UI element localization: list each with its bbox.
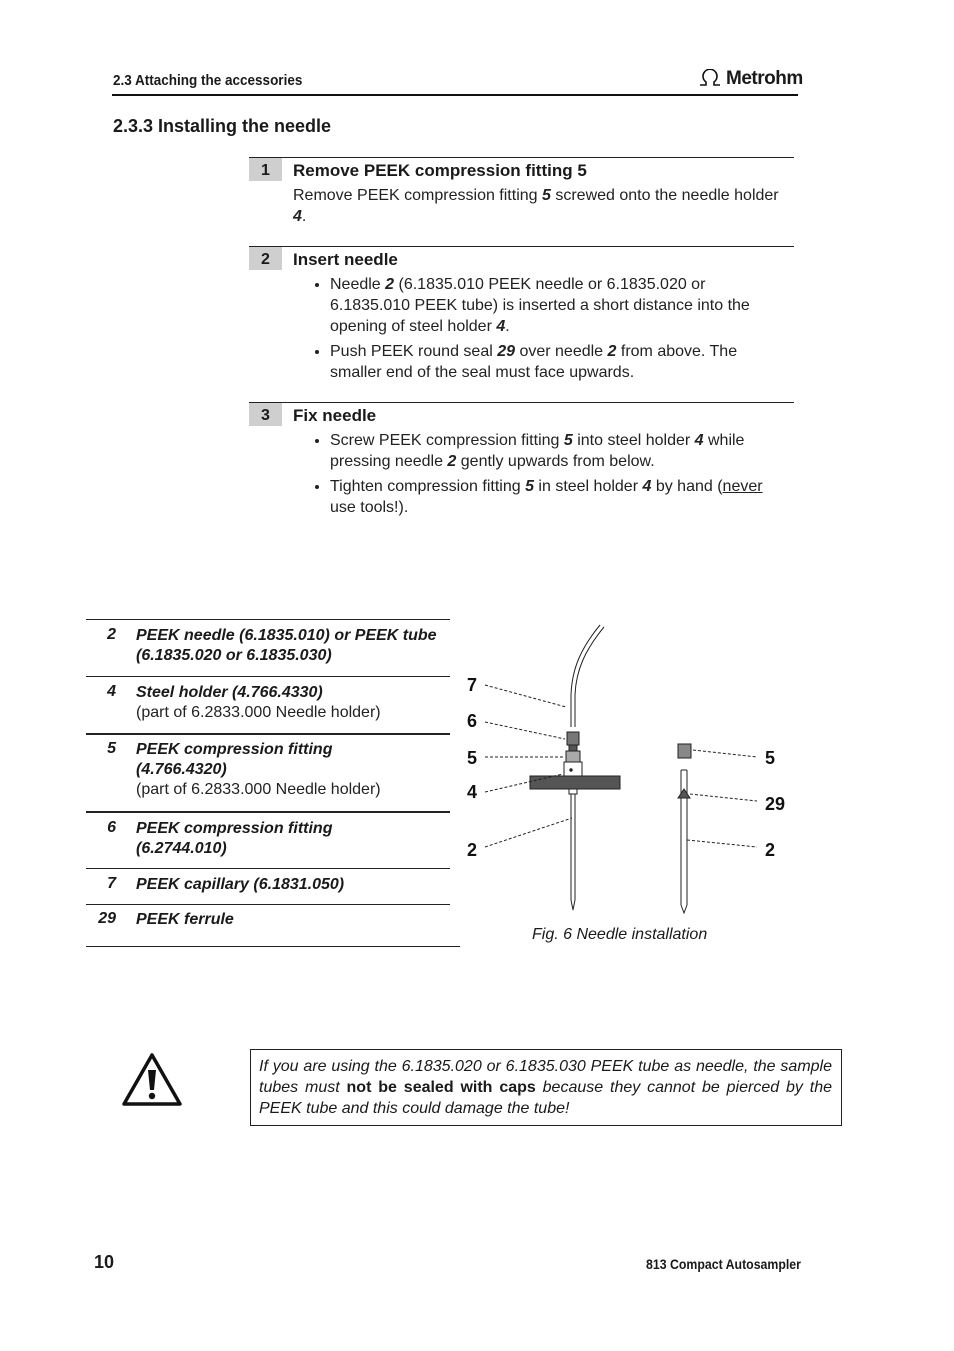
part-number: 4	[107, 683, 116, 700]
warning-note	[250, 1049, 842, 1126]
table-row	[86, 619, 450, 676]
table-row	[86, 733, 450, 811]
callout-label: 7	[467, 675, 478, 695]
part-number: 7	[107, 875, 116, 892]
needle-installation-figure	[460, 615, 800, 920]
brand-name: Metrohm	[726, 68, 803, 89]
parts-list-bottom-rule	[86, 946, 460, 947]
callout-label: 5	[765, 748, 776, 768]
warning-text: If you are using the 6.1835.020 or 6.1835.030 PEEK tube as needle, the sample tubes must not be sealed with caps because they cannot be pierced by the PEEK tube and this could damage the tube!	[259, 1058, 832, 1117]
part-number: 6	[107, 819, 116, 836]
part-number: 5	[107, 740, 116, 757]
part-name: Steel holder (4.766.4330)	[136, 684, 323, 701]
page-number: 10	[94, 1252, 115, 1272]
step-title: Remove PEEK compression fitting 5	[293, 161, 587, 180]
step-number: 1	[249, 158, 282, 181]
step-body: Remove PEEK compression fitting 5 screwed onto the needle holder 4.	[293, 187, 779, 225]
part-name: PEEK needle (6.1835.010) or PEEK tube (6.1835.020 or 6.1835.030)	[136, 627, 437, 664]
callout-label: 5	[467, 748, 478, 768]
callout-label: 4	[467, 782, 478, 802]
callout-label: 29	[765, 794, 786, 814]
table-row	[86, 868, 450, 904]
step-1	[249, 157, 794, 238]
table-row	[86, 811, 450, 868]
part-note: (part of 6.2833.000 Needle holder)	[136, 704, 381, 721]
table-row	[86, 676, 450, 733]
callout-label: 6	[467, 711, 478, 731]
step-number: 3	[249, 403, 282, 426]
step-title: Fix needle	[293, 406, 377, 425]
section-title: 2.3.3 Installing the needle	[113, 116, 332, 136]
list-item: • Needle 2 (6.1835.010 PEEK needle or 6.1835.020 or 6.1835.010 PEEK tube) is inserted a short distance into the opening of steel holder 4.	[330, 274, 788, 337]
step-number: 2	[249, 247, 282, 270]
parts-list	[86, 619, 450, 944]
step-3	[249, 402, 794, 533]
step-body	[293, 430, 788, 522]
footer-title: 813 Compact Autosampler	[646, 1256, 801, 1272]
table-row	[86, 904, 450, 944]
metrohm-logo	[698, 68, 803, 90]
list-item: • Push PEEK round seal 29 over needle 2 from above. The smaller end of the seal must face upwards.	[330, 341, 788, 383]
step-title: Insert needle	[293, 250, 398, 269]
callout-label: 2	[467, 840, 478, 860]
list-item: • Screw PEEK compression fitting 5 into steel holder 4 while pressing needle 2 gently upwards from below.	[330, 430, 788, 472]
part-number: 29	[98, 910, 116, 927]
warning-icon	[121, 1052, 183, 1108]
omega-icon	[698, 69, 722, 87]
running-header: 2.3 Attaching the accessories	[113, 72, 303, 89]
part-name: PEEK ferrule	[136, 911, 234, 928]
callout-label: 2	[765, 840, 776, 860]
part-name: PEEK compression fitting (6.2744.010)	[136, 820, 333, 857]
part-name: PEEK compression fitting (4.766.4320)	[136, 741, 333, 778]
figure-caption: Fig. 6 Needle installation	[532, 926, 708, 943]
list-item: • Tighten compression fitting 5 in steel holder 4 by hand (never use tools!).	[330, 476, 788, 518]
part-name: PEEK capillary (6.1831.050)	[136, 876, 345, 893]
step-2	[249, 246, 794, 397]
step-body	[293, 274, 788, 387]
header-rule	[112, 94, 798, 96]
part-number: 2	[107, 626, 116, 643]
part-note: (part of 6.2833.000 Needle holder)	[136, 781, 381, 798]
